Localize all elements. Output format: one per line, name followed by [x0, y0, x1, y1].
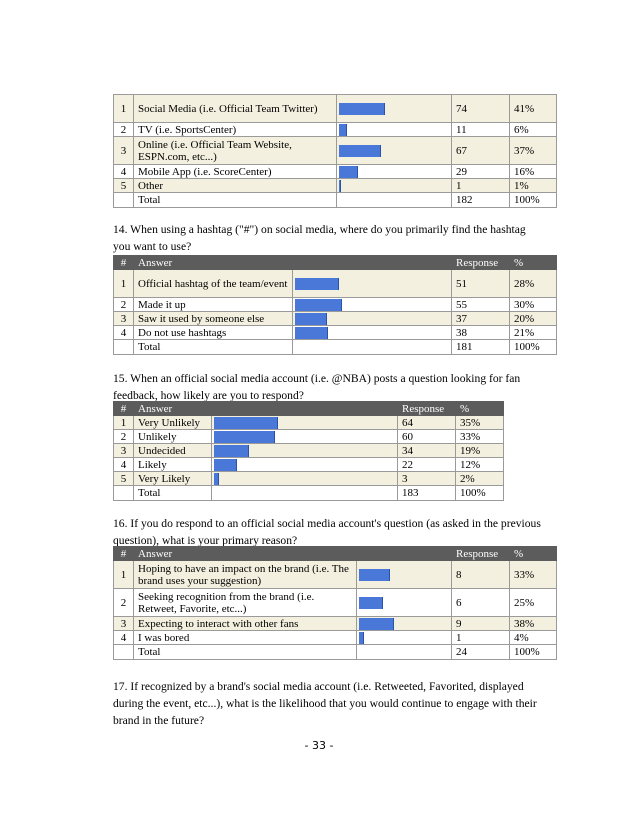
total-row	[114, 193, 557, 208]
table-row	[114, 123, 557, 137]
answer-cell: Seeking recognition from the brand (i.e. Retweet, Favorite, etc...)	[134, 589, 357, 617]
question-17-text: 17. If recognized by a brand's social media account (i.e. Retweeted, Favorited, displayed during the event, etc...), what is the likelihood that you would continue to engage with their brand in the future?	[113, 680, 537, 727]
response-bar	[214, 473, 219, 485]
bar-cell	[293, 270, 452, 298]
bar-cell	[337, 123, 452, 137]
row-number: 1	[114, 416, 134, 430]
answer-cell: TV (i.e. SportsCenter)	[134, 123, 337, 137]
row-number: 1	[114, 95, 134, 123]
question-16-text: 16. If you do respond to an official social media account's question (as asked in the previous question), what is your primary reason?	[113, 517, 541, 547]
response-bar	[214, 417, 278, 429]
response-bar	[339, 180, 341, 192]
response-bar	[214, 459, 237, 471]
table-row	[114, 617, 557, 631]
percent-cell: 16%	[510, 165, 557, 179]
response-bar	[339, 145, 381, 157]
row-number: 4	[114, 631, 134, 645]
question-16-table	[113, 546, 557, 660]
bar-cell	[293, 298, 452, 312]
answer-cell: Expecting to interact with other fans	[134, 617, 357, 631]
bar-cell	[357, 631, 452, 645]
response-cell: 8	[452, 561, 510, 589]
response-cell: 37	[452, 312, 510, 326]
response-bar	[359, 618, 394, 630]
percent-cell: 4%	[510, 631, 557, 645]
response-cell: 22	[398, 458, 456, 472]
bar-cell	[212, 444, 398, 458]
percent-cell: 6%	[510, 123, 557, 137]
row-number: 1	[114, 561, 134, 589]
row-number: 2	[114, 123, 134, 137]
total-response: 181	[452, 340, 510, 355]
table-row	[114, 631, 557, 645]
response-bar	[214, 445, 249, 457]
header-num: #	[114, 256, 134, 270]
total-label: Total	[134, 645, 357, 660]
header-percent: %	[510, 547, 557, 561]
response-cell: 64	[398, 416, 456, 430]
response-bar	[295, 299, 342, 311]
row-number: 2	[114, 430, 134, 444]
percent-cell: 30%	[510, 298, 557, 312]
table-row	[114, 472, 504, 486]
response-cell: 9	[452, 617, 510, 631]
row-number: 3	[114, 137, 134, 165]
row-number: 5	[114, 472, 134, 486]
row-number: 2	[114, 298, 134, 312]
question-14-table	[113, 255, 557, 355]
answer-cell: Online (i.e. Official Team Website, ESPN.com, etc...)	[134, 137, 337, 165]
bar-cell	[357, 561, 452, 589]
response-bar	[339, 166, 358, 178]
response-bar	[214, 431, 275, 443]
percent-cell: 20%	[510, 312, 557, 326]
bar-cell	[357, 617, 452, 631]
response-bar	[359, 569, 390, 581]
table-row	[114, 326, 557, 340]
total-label: Total	[134, 486, 212, 501]
question-15-text: 15. When an official social media account (i.e. @NBA) posts a question looking for fan feedback, how likely are you to respond?	[113, 372, 521, 402]
table-row	[114, 95, 557, 123]
row-number: 4	[114, 458, 134, 472]
response-cell: 6	[452, 589, 510, 617]
header-percent: %	[510, 256, 557, 270]
percent-cell: 2%	[456, 472, 504, 486]
table-row	[114, 589, 557, 617]
total-percent: 100%	[456, 486, 504, 501]
total-response: 182	[452, 193, 510, 208]
table-row	[114, 270, 557, 298]
response-cell: 1	[452, 631, 510, 645]
answer-cell: Likely	[134, 458, 212, 472]
bar-cell	[337, 137, 452, 165]
total-row	[114, 486, 504, 501]
answer-cell: Official hashtag of the team/event	[134, 270, 293, 298]
bar-cell	[212, 472, 398, 486]
row-number: 4	[114, 165, 134, 179]
percent-cell: 19%	[456, 444, 504, 458]
bar-cell	[293, 326, 452, 340]
percent-cell: 21%	[510, 326, 557, 340]
total-row	[114, 340, 557, 355]
percent-cell: 33%	[456, 430, 504, 444]
page-number: - 33 -	[304, 739, 334, 752]
bar-cell	[212, 416, 398, 430]
media-source-table	[113, 94, 557, 208]
total-response: 183	[398, 486, 456, 501]
total-label: Total	[134, 340, 293, 355]
answer-cell: Other	[134, 179, 337, 193]
percent-cell: 41%	[510, 95, 557, 123]
response-cell: 1	[452, 179, 510, 193]
row-number: 3	[114, 617, 134, 631]
bar-cell	[337, 165, 452, 179]
table-row	[114, 430, 504, 444]
table-header	[114, 547, 557, 561]
answer-cell: Saw it used by someone else	[134, 312, 293, 326]
answer-cell: Undecided	[134, 444, 212, 458]
row-number: 3	[114, 312, 134, 326]
response-bar	[339, 103, 385, 115]
header-answer: Answer	[134, 256, 293, 270]
table-row	[114, 137, 557, 165]
table-header	[114, 402, 504, 416]
table-row	[114, 312, 557, 326]
header-response: Response	[452, 256, 510, 270]
response-bar	[295, 278, 339, 290]
row-number: 2	[114, 589, 134, 617]
header-answer: Answer	[134, 547, 357, 561]
response-bar	[359, 597, 383, 609]
table-row	[114, 298, 557, 312]
question-15-table	[113, 401, 504, 501]
total-row	[114, 645, 557, 660]
response-cell: 3	[398, 472, 456, 486]
answer-cell: Hoping to have an impact on the brand (i.e. The brand uses your suggestion)	[134, 561, 357, 589]
response-cell: 67	[452, 137, 510, 165]
total-percent: 100%	[510, 645, 557, 660]
percent-cell: 35%	[456, 416, 504, 430]
row-number: 4	[114, 326, 134, 340]
answer-cell: Very Unlikely	[134, 416, 212, 430]
response-cell: 34	[398, 444, 456, 458]
answer-cell: Made it up	[134, 298, 293, 312]
percent-cell: 37%	[510, 137, 557, 165]
response-cell: 51	[452, 270, 510, 298]
header-response: Response	[452, 547, 510, 561]
response-bar	[339, 124, 347, 136]
row-number: 1	[114, 270, 134, 298]
bar-cell	[293, 312, 452, 326]
response-bar	[295, 313, 327, 325]
bar-cell	[337, 95, 452, 123]
percent-cell: 25%	[510, 589, 557, 617]
total-response: 24	[452, 645, 510, 660]
header-num: #	[114, 547, 134, 561]
answer-cell: Do not use hashtags	[134, 326, 293, 340]
total-label: Total	[134, 193, 337, 208]
table-row	[114, 179, 557, 193]
answer-cell: Very Likely	[134, 472, 212, 486]
response-cell: 38	[452, 326, 510, 340]
table-row	[114, 444, 504, 458]
response-cell: 74	[452, 95, 510, 123]
bar-cell	[212, 458, 398, 472]
answer-cell: I was bored	[134, 631, 357, 645]
header-response: Response	[398, 402, 456, 416]
table-header	[114, 256, 557, 270]
total-percent: 100%	[510, 340, 557, 355]
header-num: #	[114, 402, 134, 416]
bar-cell	[337, 179, 452, 193]
response-bar	[295, 327, 328, 339]
header-percent: %	[456, 402, 504, 416]
table-row	[114, 416, 504, 430]
response-cell: 29	[452, 165, 510, 179]
response-bar	[359, 632, 364, 644]
row-number: 5	[114, 179, 134, 193]
question-14-text: 14. When using a hashtag ("#") on social media, where do you primarily find the hashtag you want to use?	[113, 223, 526, 253]
table-row	[114, 458, 504, 472]
answer-cell: Mobile App (i.e. ScoreCenter)	[134, 165, 337, 179]
total-percent: 100%	[510, 193, 557, 208]
answer-cell: Social Media (i.e. Official Team Twitter)	[134, 95, 337, 123]
percent-cell: 28%	[510, 270, 557, 298]
table-row	[114, 165, 557, 179]
bar-cell	[357, 589, 452, 617]
bar-cell	[212, 430, 398, 444]
response-cell: 55	[452, 298, 510, 312]
table-row	[114, 561, 557, 589]
percent-cell: 33%	[510, 561, 557, 589]
response-cell: 11	[452, 123, 510, 137]
percent-cell: 12%	[456, 458, 504, 472]
answer-cell: Unlikely	[134, 430, 212, 444]
response-cell: 60	[398, 430, 456, 444]
header-answer: Answer	[134, 402, 212, 416]
percent-cell: 1%	[510, 179, 557, 193]
row-number: 3	[114, 444, 134, 458]
percent-cell: 38%	[510, 617, 557, 631]
